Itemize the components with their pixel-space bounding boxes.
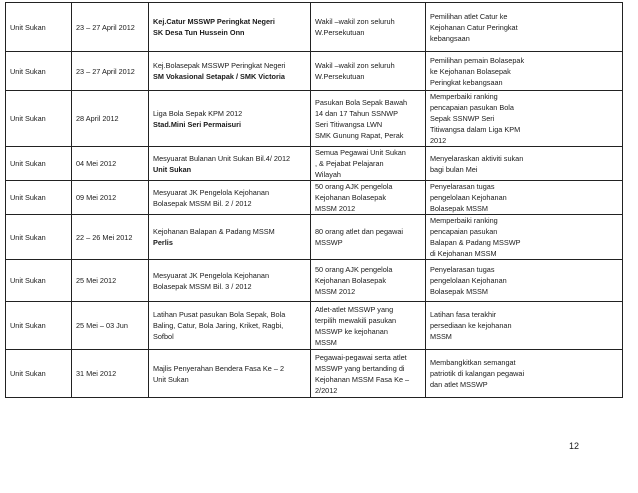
unit-cell: Unit Sukan [6,215,72,260]
activity-table-body [6,3,623,398]
activity-cell [149,91,311,147]
objective-cell-line: 2012 [430,136,447,145]
date-cell: 31 Mei 2012 [72,350,149,398]
table-row [6,215,623,260]
unit-cell: Unit Sukan [6,3,72,52]
activity-cell-line: Bolasepak MSSM Bil. 3 / 2012 [153,281,252,291]
activity-cell-line: Kej.Catur MSSWP Peringkat Negeri [153,17,275,26]
participants-cell-line: 50 orang AJK pengelola [315,182,393,191]
activity-cell-line: SM Vokasional Setapak / SMK Victoria [153,72,285,81]
activity-cell-line: Latihan Pusat pasukan Bola Sepak, Bola [153,310,286,319]
activity-cell [149,350,311,398]
participants-cell-line: W.Persekutuan [315,28,365,37]
activity-cell-line: Mesyuarat JK Pengelola Kejohanan [153,187,270,197]
table-row [6,91,623,147]
activity-cell-line: Unit Sukan [153,164,192,174]
participants-cell-line: MSSWP ke kejohanan [315,326,388,336]
table-row [6,302,623,350]
date-cell: 09 Mei 2012 [72,181,149,215]
participants-cell-line: Seri Titiwangsa LWN [315,119,383,129]
unit-cell: Unit Sukan [6,181,72,215]
objective-cell [426,147,623,181]
activity-cell-line: Liga Bola Sepak KPM 2012 [153,108,243,118]
objective-cell-line: Sepak SSNWP Seri [430,114,495,123]
unit-cell: Unit Sukan [6,260,72,302]
activity-cell-line: Baling, Catur, Bola Jaring, Kriket, Ragbi, [153,321,284,330]
objective-cell-line: Latihan fasa terakhir [430,310,497,319]
objective-cell-line: Bolasepak MSSM [430,287,488,296]
activity-cell-line: Mesyuarat Bulanan Unit Sukan Bil.4/ 2012 [153,153,291,163]
objective-cell-line: pengelolaan Kejohanan [430,276,507,285]
objective-cell-line: Membangkitkan semangat [430,358,516,367]
date-cell: 25 Mei 2012 [72,260,149,302]
activity-cell-line: Perlis [153,238,173,247]
participants-cell [311,147,426,181]
objective-cell [426,181,623,215]
activity-cell-line: Sofbol [153,332,174,341]
participants-cell [311,3,426,52]
objective-cell-line: pengelolaan Kejohanan [430,193,507,202]
date-cell: 23 – 27 April 2012 [72,3,149,52]
objective-cell-line: persediaan ke kejohanan [430,321,512,330]
objective-cell [426,350,623,398]
participants-cell-line: MSSM 2012 [315,287,356,296]
participants-cell-line: Semua Pegawai Unit Sukan [315,148,406,157]
objective-cell-line: bagi bulan Mei [430,164,478,174]
participants-cell [311,91,426,147]
participants-cell-line: Wilayah [315,170,341,179]
activity-cell [149,181,311,215]
objective-cell [426,260,623,302]
activity-table [5,2,623,398]
participants-cell [311,215,426,260]
participants-cell-line: 80 orang atlet dan pegawai [315,227,404,236]
participants-cell-line: SMK Gunung Rapat, Perak [315,130,404,140]
objective-cell [426,91,623,147]
activity-cell [149,52,311,91]
participants-cell-line: MSSM [315,337,337,347]
objective-cell [426,3,623,52]
participants-cell [311,52,426,91]
participants-cell-line: Kejohanan MSSM Fasa Ke – [315,374,410,384]
participants-cell-line: Wakil –wakil zon seluruh [315,17,395,26]
activity-cell [149,260,311,302]
participants-cell-line: Kejohanan Bolasepak [315,276,386,285]
participants-cell-line: 2/2012 [315,385,338,395]
objective-cell-line: dan atlet MSSWP [430,380,488,389]
table-row [6,147,623,181]
objective-cell-line: Memperbaiki ranking [430,216,498,225]
participants-cell [311,181,426,215]
objective-cell [426,52,623,91]
objective-cell-line: Penyelarasan tugas [430,265,495,274]
activity-cell-line: Unit Sukan [153,374,189,384]
activity-cell-line: Majlis Penyerahan Bendera Fasa Ke – 2 [153,363,285,373]
participants-cell-line: W.Persekutuan [315,72,365,81]
unit-cell: Unit Sukan [6,350,72,398]
objective-cell-line: Menyelaraskan aktiviti sukan [430,153,524,163]
date-cell: 23 – 27 April 2012 [72,52,149,91]
participants-cell [311,302,426,350]
objective-cell-line: ke Kejohanan Bolasepak [430,66,511,76]
activity-cell [149,3,311,52]
table-row [6,3,623,52]
participants-cell-line: Atlet-atlet MSSWP yang [315,304,394,314]
objective-cell-line: Balapan & Padang MSSWP [430,238,521,247]
participants-cell-line: , & Pejabat Pelajaran [315,159,384,168]
activity-cell-line: Stad.Mini Seri Permaisuri [153,119,241,129]
objective-cell-line: Kejohanan Catur Peringkat [430,22,518,32]
activity-cell-line: SK Desa Tun Hussein Onn [153,28,245,37]
participants-cell-line: Pasukan Bola Sepak Bawah [315,97,408,107]
participants-cell-line: Pegawai-pegawai serta atlet [315,352,407,362]
objective-cell-line: Bolasepak MSSM [430,204,488,213]
participants-cell-line: MSSM 2012 [315,204,356,213]
page-number: 12 [569,441,580,451]
unit-cell: Unit Sukan [6,52,72,91]
table-row [6,52,623,91]
activity-cell [149,302,311,350]
participants-cell-line: Wakil –wakil zon seluruh [315,61,395,70]
unit-cell: Unit Sukan [6,147,72,181]
objective-cell-line: Memperbaiki ranking [430,92,498,101]
participants-cell-line: Kejohanan Bolasepak [315,193,386,202]
date-cell: 04 Mei 2012 [72,147,149,181]
participants-cell-line: MSSWP yang bertanding di [315,363,405,373]
objective-cell-line: pencapaian pasukan Bola [430,103,514,112]
participants-cell-line: MSSWP [315,238,343,247]
activity-cell-line: Bolasepak MSSM Bil. 2 / 2012 [153,198,252,208]
date-cell: 25 Mei – 03 Jun [72,302,149,350]
activity-cell [149,147,311,181]
participants-cell [311,260,426,302]
objective-cell [426,302,623,350]
participants-cell-line: terpilih mewakili pasukan [315,315,397,325]
objective-cell-line: Titiwangsa dalam Liga KPM [430,125,521,134]
objective-cell-line: patriotik di kalangan pegawai [430,369,525,378]
participants-cell [311,350,426,398]
unit-cell: Unit Sukan [6,91,72,147]
objective-cell-line: di Kejohanan MSSM [430,249,497,258]
objective-cell-line: Penyelarasan tugas [430,182,495,191]
activity-cell [149,215,311,260]
activity-cell-line: Mesyuarat JK Pengelola Kejohanan [153,270,270,280]
objective-cell-line: MSSM [430,332,452,341]
date-cell: 22 – 26 Mei 2012 [72,215,149,260]
objective-cell-line: pencapaian pasukan [430,227,498,236]
unit-cell: Unit Sukan [6,302,72,350]
objective-cell-line: Pemilihan atlet Catur ke [430,11,508,21]
objective-cell-line: kebangsaan [430,33,470,43]
participants-cell-line: 50 orang AJK pengelola [315,265,393,274]
objective-cell [426,215,623,260]
activity-cell-line: Kejohanan Balapan & Padang MSSM [153,227,275,236]
date-cell: 28 April 2012 [72,91,149,147]
table-row [6,181,623,215]
table-row [6,260,623,302]
objective-cell-line: Peringkat kebangsaan [430,77,503,87]
table-row [6,350,623,398]
objective-cell-line: Pemilihan pemain Bolasepak [430,55,525,65]
activity-cell-line: Kej.Bolasepak MSSWP Peringkat Negeri [153,61,286,70]
participants-cell-line: 14 dan 17 Tahun SSNWP [315,108,399,118]
